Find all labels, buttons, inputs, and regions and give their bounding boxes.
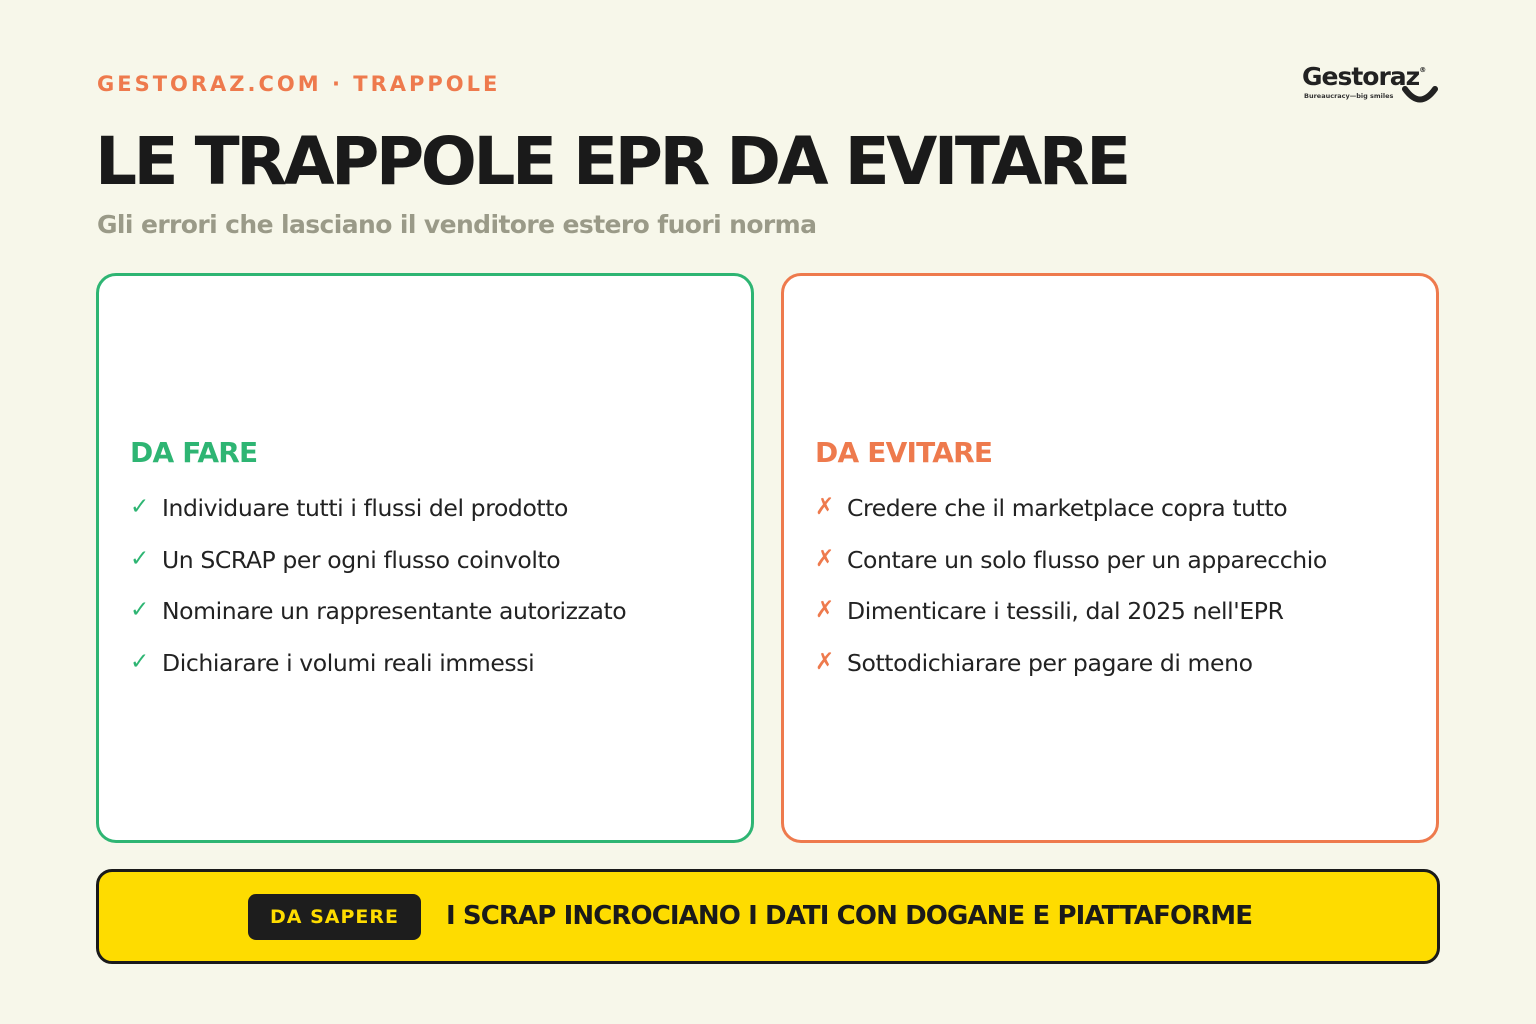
do-card — [96, 273, 754, 843]
info-banner — [96, 869, 1440, 964]
list-item-text: Dimenticare i tessili, dal 2025 nell'EPR — [847, 597, 1284, 625]
kicker: GESTORAZ.COM · TRAPPOLE — [97, 72, 501, 96]
banner-text: I SCRAP INCROCIANO I DATI CON DOGANE E PIATTAFORME — [446, 901, 1253, 931]
list-item-text: Dichiarare i volumi reali immessi — [162, 648, 535, 677]
list-item — [815, 597, 1327, 649]
list-item — [130, 649, 626, 701]
list-item — [815, 546, 1327, 598]
check-icon: ✓ — [130, 648, 149, 675]
list-item — [815, 494, 1327, 546]
list-item — [130, 597, 626, 649]
list-item-text: Contare un solo flusso per un apparecchio — [847, 545, 1327, 574]
dont-list — [815, 494, 1327, 700]
smile-icon — [1402, 86, 1438, 106]
cross-icon: ✗ — [815, 494, 834, 520]
list-item-text: Un SCRAP per ogni flusso coinvolto — [162, 545, 561, 574]
list-item-text: Individuare tutti i flussi del prodotto — [162, 494, 569, 522]
logo-name: Gestoraz — [1302, 62, 1420, 91]
cross-icon: ✗ — [815, 545, 834, 572]
list-item — [130, 546, 626, 598]
gestoraz-logo[interactable] — [1302, 62, 1442, 106]
do-list — [130, 494, 626, 700]
list-item-text: Credere che il marketplace copra tutto — [847, 494, 1288, 522]
logo-registered: ® — [1419, 66, 1426, 74]
page-subtitle: Gli errori che lasciano il venditore estero fuori norma — [97, 210, 817, 239]
list-item-text: Sottodichiarare per pagare di meno — [847, 648, 1253, 677]
check-icon: ✓ — [130, 597, 149, 623]
banner-badge: DA SAPERE — [248, 894, 421, 940]
list-item-text: Nominare un rappresentante autorizzato — [162, 597, 627, 625]
list-item — [815, 649, 1327, 701]
dont-card — [781, 273, 1439, 843]
list-item — [130, 494, 626, 546]
page-title: LE TRAPPOLE EPR DA EVITARE — [95, 123, 1128, 200]
dont-card-heading: DA EVITARE — [815, 436, 993, 469]
logo-tagline: Bureaucracy—big smiles — [1304, 92, 1394, 100]
check-icon: ✓ — [130, 545, 149, 572]
cross-icon: ✗ — [815, 648, 834, 675]
cross-icon: ✗ — [815, 597, 834, 623]
check-icon: ✓ — [130, 494, 149, 520]
do-card-heading: DA FARE — [130, 436, 258, 469]
